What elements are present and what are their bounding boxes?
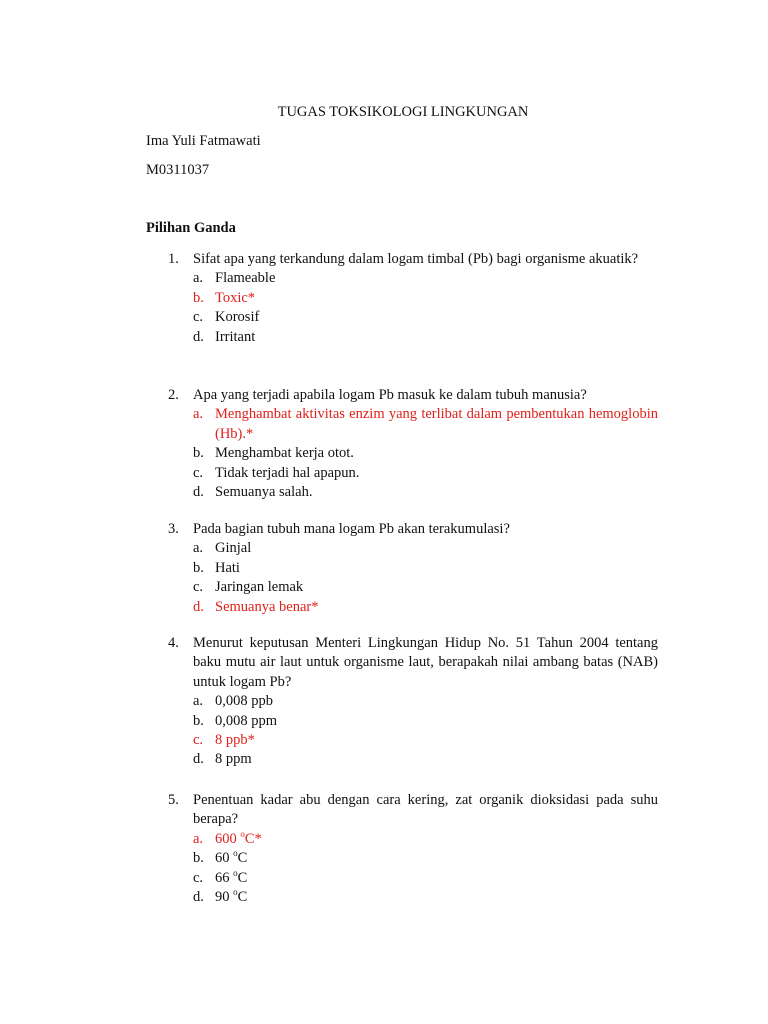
option-b <box>193 559 658 578</box>
option-text: Menghambat aktivitas enzim yang terlibat dalam pembentukan hemoglobin (Hb).* <box>215 406 658 442</box>
option-text: 8 ppm <box>215 751 252 768</box>
option-text: 0,008 ppm <box>215 712 278 729</box>
option-unit: C <box>237 889 248 906</box>
option-d <box>193 888 658 907</box>
option-d-correct <box>193 598 658 617</box>
option-text: Menghambat kerja otot. <box>215 445 354 462</box>
author-name: Ima Yuli Fatmawati <box>146 133 261 149</box>
option-c <box>193 308 658 327</box>
option-letter: d. <box>193 889 204 906</box>
option-text: Tidak terjadi hal apapun. <box>215 464 360 481</box>
option-a-correct <box>193 405 658 444</box>
question-text: Sifat apa yang terkandung dalam logam timbal (Pb) bagi organisme akuatik? <box>193 251 639 267</box>
option-c <box>193 869 658 888</box>
option-b <box>193 712 658 731</box>
option-letter: c. <box>193 732 204 749</box>
option-letter: c. <box>193 309 204 326</box>
question-text: Pada bagian tubuh mana logam Pb akan terakumulasi? <box>193 521 510 537</box>
option-b <box>193 849 658 868</box>
question-number: 2. <box>168 387 179 403</box>
degree-sign: o <box>233 867 238 878</box>
option-letter: b. <box>193 850 204 867</box>
question-3 <box>146 520 658 617</box>
document-title: TUGAS TOKSIKOLOGI LINGKUNGAN <box>277 104 529 120</box>
question-1 <box>146 250 658 347</box>
option-text: Korosif <box>215 309 260 326</box>
option-unit: C <box>237 850 248 867</box>
option-letter: c. <box>193 579 204 596</box>
option-d <box>193 750 658 769</box>
question-number: 5. <box>168 792 179 808</box>
option-letter: a. <box>193 406 204 423</box>
option-unit: C* <box>244 830 262 847</box>
question-2 <box>146 386 658 502</box>
option-letter: a. <box>193 540 204 557</box>
option-value: 600 <box>215 830 237 847</box>
option-letter: a. <box>193 270 204 287</box>
option-d <box>193 328 658 347</box>
degree-sign: o <box>233 887 238 898</box>
option-value: 60 <box>215 850 230 867</box>
option-letter: d. <box>193 328 204 345</box>
option-text: 0,008 ppb <box>215 693 273 710</box>
option-b-correct <box>193 289 658 308</box>
option-a-correct <box>193 830 658 849</box>
option-letter: d. <box>193 484 204 501</box>
option-a <box>193 692 658 711</box>
option-c <box>193 464 658 483</box>
option-text: Semuanya benar* <box>215 598 319 615</box>
option-text: 8 ppb* <box>215 732 255 749</box>
question-number: 1. <box>168 251 179 267</box>
option-text: Irritant <box>215 328 256 345</box>
option-text: Flameable <box>215 270 276 287</box>
option-c-correct <box>193 731 658 750</box>
option-text: Semuanya salah. <box>215 484 313 501</box>
option-letter: d. <box>193 751 204 768</box>
option-letter: c. <box>193 869 204 886</box>
option-letter: b. <box>193 445 204 462</box>
degree-sign: o <box>233 848 238 859</box>
option-letter: d. <box>193 598 204 615</box>
option-letter: b. <box>193 712 204 729</box>
option-text: Ginjal <box>215 540 252 557</box>
degree-sign: o <box>240 828 245 839</box>
option-letter: b. <box>193 559 204 576</box>
option-value: 66 <box>215 869 230 886</box>
question-number: 4. <box>168 635 179 651</box>
option-text: Jaringan lemak <box>215 579 304 596</box>
option-letter: b. <box>193 289 204 306</box>
option-value: 90 <box>215 889 230 906</box>
question-text: Menurut keputusan Menteri Lingkungan Hidup No. 51 Tahun 2004 tentang baku mutu air laut untuk organisme laut, berapakah nilai ambang batas (NAB) untuk logam Pb? <box>193 635 658 690</box>
question-text: Penentuan kadar abu dengan cara kering, zat organik dioksidasi pada suhu berapa? <box>193 792 658 828</box>
option-text: Hati <box>215 559 240 576</box>
option-b <box>193 444 658 463</box>
option-c <box>193 578 658 597</box>
option-letter: c. <box>193 464 204 481</box>
question-4 <box>146 634 658 770</box>
option-unit: C <box>237 869 248 886</box>
question-5 <box>146 791 658 907</box>
option-d <box>193 483 658 502</box>
option-letter: a. <box>193 830 204 847</box>
option-a <box>193 539 658 558</box>
option-text: Toxic* <box>215 289 256 306</box>
student-id: M0311037 <box>146 162 210 178</box>
section-heading: Pilihan Ganda <box>146 220 236 236</box>
question-number: 3. <box>168 521 179 537</box>
question-text: Apa yang terjadi apabila logam Pb masuk ke dalam tubuh manusia? <box>193 387 587 403</box>
option-letter: a. <box>193 693 204 710</box>
option-a <box>193 269 658 288</box>
